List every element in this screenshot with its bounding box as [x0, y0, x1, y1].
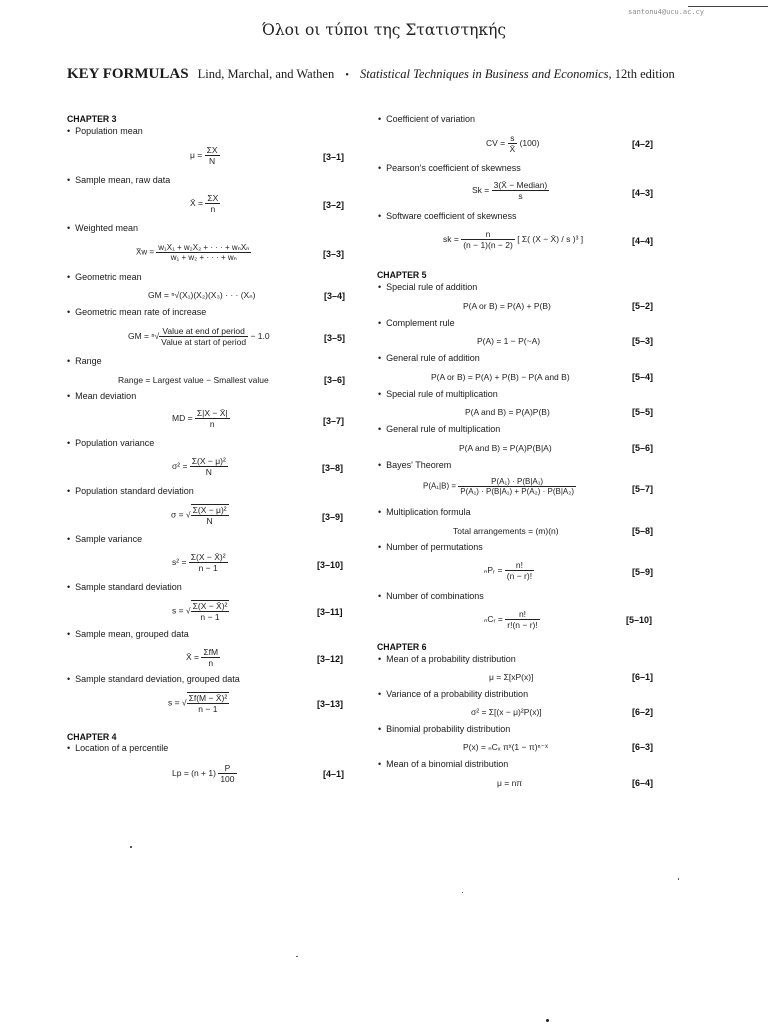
formula-software-skewness: sk = $\frac{n}{(n - 1)(n - 2)}$ [ Σ( (X − X̄) / s )³ ] — [443, 229, 584, 250]
item-geometric-mean: • Geometric mean — [67, 272, 142, 282]
ref-3-8: [3–8] — [322, 463, 344, 473]
item-mean-binomial: • Mean of a binomial distribution — [378, 759, 509, 769]
formula-mean-deviation: MD = $\frac{\Sigma|X - X̄|}{n}$ — [172, 408, 228, 429]
item-sample-variance: • Sample variance — [67, 534, 143, 544]
ref-3-6: [3–6] — [324, 375, 346, 385]
item-pearson-skewness: • Pearson's coefficient of skewness — [378, 163, 521, 173]
item-sample-mean-raw: • Sample mean, raw data — [67, 175, 171, 185]
authors: Lind, Marchal, and Wathen — [197, 67, 335, 81]
item-population-sd: • Population standard deviation — [67, 486, 194, 496]
formula-sample-sd-grouped: s = √ $\frac{\text{Σf(M − X̄)²}}{n - 1}$ — [168, 693, 228, 714]
ref-5-10: [5–10] — [626, 615, 653, 625]
formula-general-addition: P(A or B) = P(A) + P(B) − P(A and B) — [431, 372, 570, 382]
ref-5-2: [5–2] — [632, 301, 654, 311]
ref-5-3: [5–3] — [632, 336, 654, 346]
item-range: • Range — [67, 356, 102, 366]
formula-variance-probability-distribution: σ² = Σ[(x − μ)²P(x)] — [471, 707, 542, 717]
ref-5-9: [5–9] — [632, 567, 654, 577]
item-general-multiplication: • General rule of multiplication — [378, 424, 501, 434]
ref-4-4: [4–4] — [632, 236, 654, 246]
top-rule — [688, 6, 768, 7]
item-general-addition: • General rule of addition — [378, 353, 480, 363]
ref-6-3: [6–3] — [632, 742, 654, 752]
formula-special-multiplication: P(A and B) = P(A)P(B) — [465, 407, 550, 417]
ref-5-5: [5–5] — [632, 407, 654, 417]
item-variance-probability-distribution: • Variance of a probability distribution — [378, 689, 529, 699]
book-title: Statistical Techniques in Business and Economics, — [360, 67, 612, 81]
ref-5-8: [5–8] — [632, 526, 654, 536]
scan-speck — [130, 846, 132, 848]
formula-complement-rule: P(A) = 1 − P(~A) — [477, 336, 541, 346]
item-special-addition: • Special rule of addition — [378, 282, 478, 292]
formula-percentile-location: Lp = (n + 1) $\frac{P}{100}$ — [172, 763, 235, 784]
formula-sample-mean: X̄ = $\frac{\Sigma X}{n}$ — [190, 193, 219, 214]
ref-5-7: [5–7] — [632, 484, 654, 494]
ref-3-1: [3–1] — [323, 152, 345, 162]
formula-sample-sd: s = √ $\frac{\text{Σ(X − X̄)²}}{n - 1}$ — [172, 601, 228, 622]
formula-multiplication: Total arrangements = (m)(n) — [453, 526, 559, 536]
item-weighted-mean: • Weighted mean — [67, 223, 139, 233]
item-mean-deviation: • Mean deviation — [67, 391, 137, 401]
item-bayes-theorem: • Bayes' Theorem — [378, 460, 452, 470]
item-mean-probability-distribution: • Mean of a probability distribution — [378, 654, 516, 664]
item-sample-sd: • Sample standard deviation — [67, 582, 182, 592]
formula-combinations: ₙCᵣ = $\frac{n!}{r!(n - r)!}$ — [484, 609, 538, 630]
item-sample-sd-grouped: • Sample standard deviation, grouped data — [67, 674, 240, 684]
item-binomial-distribution: • Binomial probability distribution — [378, 724, 511, 734]
chapter-4-heading: CHAPTER 4 — [67, 732, 117, 743]
item-multiplication-formula: • Multiplication formula — [378, 507, 471, 517]
item-sample-mean-grouped: • Sample mean, grouped data — [67, 629, 189, 639]
ref-3-11: [3–11] — [317, 607, 343, 617]
ref-3-13: [3–13] — [317, 699, 344, 709]
item-special-multiplication: • Special rule of multiplication — [378, 389, 498, 399]
item-permutations: • Number of permutations — [378, 542, 483, 552]
ref-4-2: [4–2] — [632, 139, 654, 149]
ref-3-5: [3–5] — [324, 333, 346, 343]
ref-3-3: [3–3] — [323, 249, 345, 259]
ref-4-1: [4–1] — [323, 769, 345, 779]
formula-gm-rate: GM = ⁿ√ $\frac{\text{Value at end of period}}{\text{Value at start of period}}$ − 1.0 — [128, 326, 270, 347]
item-percentile-location: • Location of a percentile — [67, 743, 169, 753]
ref-6-2: [6–2] — [632, 707, 654, 717]
scan-speck — [546, 1019, 549, 1022]
chapter-5-heading: CHAPTER 5 — [377, 270, 427, 281]
ref-6-1: [6–1] — [632, 672, 654, 682]
ref-5-6: [5–6] — [632, 443, 654, 453]
ref-5-4: [5–4] — [632, 372, 654, 382]
formula-sample-mean-grouped: X̄ = $\frac{\text{ΣfM}}{n}$ — [186, 647, 219, 668]
ref-4-3: [4–3] — [632, 188, 654, 198]
item-population-variance: • Population variance — [67, 438, 155, 448]
page-title: Όλοι οι τύποι της Στατιστηκής — [261, 21, 507, 39]
item-complement-rule: • Complement rule — [378, 318, 455, 328]
item-combinations: • Number of combinations — [378, 591, 484, 601]
item-software-skewness: • Software coefficient of skewness — [378, 211, 517, 221]
document-header — [67, 66, 757, 83]
scan-speck — [678, 878, 679, 880]
formula-mean-probability-distribution: μ = Σ[xP(x)] — [489, 672, 534, 682]
item-coefficient-of-variation: • Coefficient of variation — [378, 114, 476, 124]
chapter-6-heading: CHAPTER 6 — [377, 642, 427, 653]
ref-3-4: [3–4] — [324, 291, 346, 301]
formula-cv: CV = $\frac{s}{X̄}$ (100) — [486, 133, 540, 154]
item-population-mean: • Population mean — [67, 126, 143, 136]
formula-population-sd: σ = √ $\frac{\text{Σ(X − μ)²}}{N}$ — [171, 505, 227, 526]
scan-speck — [296, 956, 298, 957]
ref-3-9: [3–9] — [322, 512, 344, 522]
scan-speck — [462, 892, 463, 893]
formula-population-variance: σ² = $\frac{\text{Σ(X − μ)²}}{N}$ — [172, 456, 226, 477]
ref-3-10: [3–10] — [317, 560, 344, 570]
formula-special-addition: P(A or B) = P(A) + P(B) — [463, 301, 551, 311]
formula-sample-variance: s² = $\frac{\text{Σ(X − X̄)²}}{n - 1}$ — [172, 552, 226, 573]
formula-range: Range = Largest value − Smallest value — [118, 375, 269, 385]
formula-bayes-theorem: P(A₁|B) = $\frac{\text{P(A₁) · P(B|A₁)}}{\text{P(A₁) · P(B|A₁) + P(A₂) · P(B|A₂)}}$ — [423, 477, 575, 496]
formula-permutations: ₙPᵣ = $\frac{n!}{(n - r)!}$ — [484, 560, 533, 581]
formula-mean-binomial: μ = nπ — [497, 778, 523, 788]
formula-pearson-skewness: Sk = $\frac{\text{3(X̄ − Median)}}{s}$ — [472, 180, 548, 201]
item-geometric-mean-rate: • Geometric mean rate of increase — [67, 307, 207, 317]
formula-general-multiplication: P(A and B) = P(A)P(B|A) — [459, 443, 552, 453]
ref-3-2: [3–2] — [323, 200, 345, 210]
edition: 12th edition — [614, 67, 675, 81]
chapter-3-heading: CHAPTER 3 — [67, 114, 117, 125]
ref-6-4: [6–4] — [632, 778, 654, 788]
formula-binomial-distribution: P(x) = ₙCₓ πˣ(1 − π)ⁿ⁻ˣ — [463, 742, 548, 752]
watermark-email: santonu4@ucu.ac.cy — [628, 8, 704, 16]
ref-3-7: [3–7] — [323, 416, 345, 426]
formula-population-mean: μ = $\frac{\Sigma X}{N}$ — [190, 145, 218, 166]
header-separator: • — [345, 70, 349, 81]
key-formulas-heading: KEY FORMULAS — [67, 66, 189, 82]
formula-weighted-mean: X̄w = $\frac{\text{w₁X₁ + w₂X₂ + · · · + wₙXₙ}}{\text{w₁ + w₂ + · · · + wₙ}}$ — [136, 243, 250, 262]
formula-geometric-mean: GM = ⁿ√(X₁)(X₂)(X₃) · · · (Xₙ) — [148, 290, 256, 300]
ref-3-12: [3–12] — [317, 654, 344, 664]
